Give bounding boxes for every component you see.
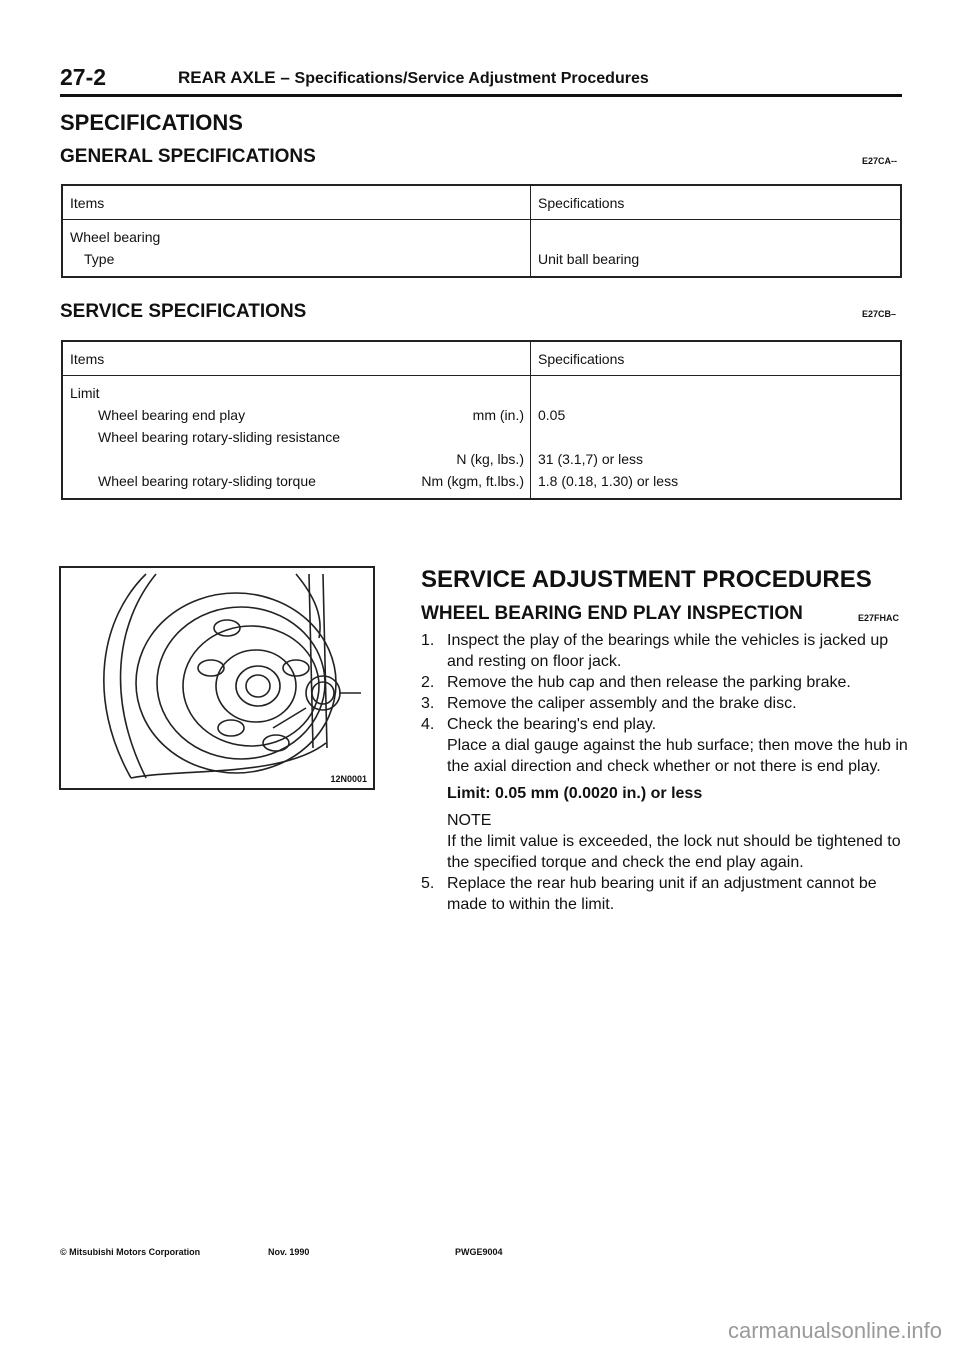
col-specs-header: Specifications <box>531 185 902 220</box>
limit-label: Limit <box>70 385 100 401</box>
step-number: 1. <box>421 632 435 649</box>
step-number: 5. <box>421 875 435 892</box>
col-items-header: Items <box>62 341 531 376</box>
item-unit: N (kg, lbs.) <box>456 451 524 467</box>
step-text: Check the bearing's end play. <box>447 716 657 733</box>
figure-code: 12N0001 <box>330 774 367 784</box>
table-header-row <box>62 341 901 376</box>
item-name: Wheel bearing end play <box>98 407 246 423</box>
list-item <box>70 426 530 448</box>
page-header <box>60 64 902 97</box>
general-code: E27CA-- <box>862 156 898 166</box>
procedure-code: E27FHAC <box>858 613 900 623</box>
service-specifications-table <box>61 340 902 500</box>
limit-value: Limit: 0.05 mm (0.0020 in.) or less <box>447 785 703 802</box>
step-number: 3. <box>421 695 435 712</box>
item-unit: mm (in.) <box>472 407 524 423</box>
item-name: Wheel bearing rotary-sliding resistance <box>98 429 340 445</box>
watermark: carmanualsonline.info <box>727 1318 942 1343</box>
item-value: 1.8 (0.18, 1.30) or less <box>538 473 679 489</box>
table-row <box>62 376 901 500</box>
service-specifications-heading: SERVICE SPECIFICATIONS <box>60 301 307 322</box>
header-dash: – <box>280 68 290 87</box>
list-item <box>421 672 911 693</box>
row-value: Unit ball bearing <box>538 251 640 267</box>
wheel-hub-figure <box>59 566 375 790</box>
item-value: 31 (3.1,7) or less <box>538 451 644 467</box>
general-specifications-table <box>61 184 902 278</box>
footer-date: Nov. 1990 <box>268 1247 310 1257</box>
header-subtitle: Specifications/Service Adjustment Procedures <box>294 70 649 87</box>
wheel-hub-dial-gauge-icon <box>61 568 373 788</box>
step-number: 2. <box>421 674 435 691</box>
procedure-steps <box>421 630 911 915</box>
procedures-heading: SERVICE ADJUSTMENT PROCEDURES <box>421 566 872 593</box>
list-item <box>421 630 911 672</box>
note-label: NOTE <box>447 812 492 829</box>
general-specifications-heading: GENERAL SPECIFICATIONS <box>60 146 316 167</box>
step-detail: Place a dial gauge against the hub surface; then move the hub in the axial direction and check whether or not there is end play. <box>447 737 908 775</box>
col-specs-header: Specifications <box>531 341 902 376</box>
list-item <box>70 470 530 492</box>
step-text: Remove the caliper assembly and the brake disc. <box>447 695 797 712</box>
row-group-label: Wheel bearing <box>70 229 161 245</box>
header-title <box>178 68 649 88</box>
item-unit: Nm (kgm, ft.lbs.) <box>421 473 524 489</box>
list-item <box>70 404 530 426</box>
list-item <box>421 693 911 714</box>
footer-code: PWGE9004 <box>455 1247 503 1257</box>
list-item <box>421 873 911 915</box>
page-number: 27-2 <box>60 64 107 90</box>
item-value: 0.05 <box>538 407 566 423</box>
row-item-label: Type <box>84 251 115 267</box>
col-items-header: Items <box>62 185 531 220</box>
specifications-heading: SPECIFICATIONS <box>60 110 243 135</box>
step-text: Inspect the play of the bearings while the vehicles is jacked up and resting on floor jack. <box>447 632 889 670</box>
service-code: E27CB– <box>862 309 897 319</box>
footer-copyright: © Mitsubishi Motors Corporation <box>60 1247 201 1257</box>
list-item <box>421 714 911 873</box>
step-text: Remove the hub cap and then release the parking brake. <box>447 674 851 691</box>
step-number: 4. <box>421 716 435 733</box>
table-row <box>62 220 901 278</box>
procedure-subheading: WHEEL BEARING END PLAY INSPECTION <box>421 603 803 624</box>
header-section: REAR AXLE <box>178 68 276 87</box>
item-name: Wheel bearing rotary-sliding torque <box>98 473 316 489</box>
step-text: Replace the rear hub bearing unit if an adjustment cannot be made to within the limit. <box>447 875 877 913</box>
table-header-row <box>62 185 901 220</box>
note-text: If the limit value is exceeded, the lock nut should be tightened to the specified torque and check the end play again. <box>447 833 901 871</box>
